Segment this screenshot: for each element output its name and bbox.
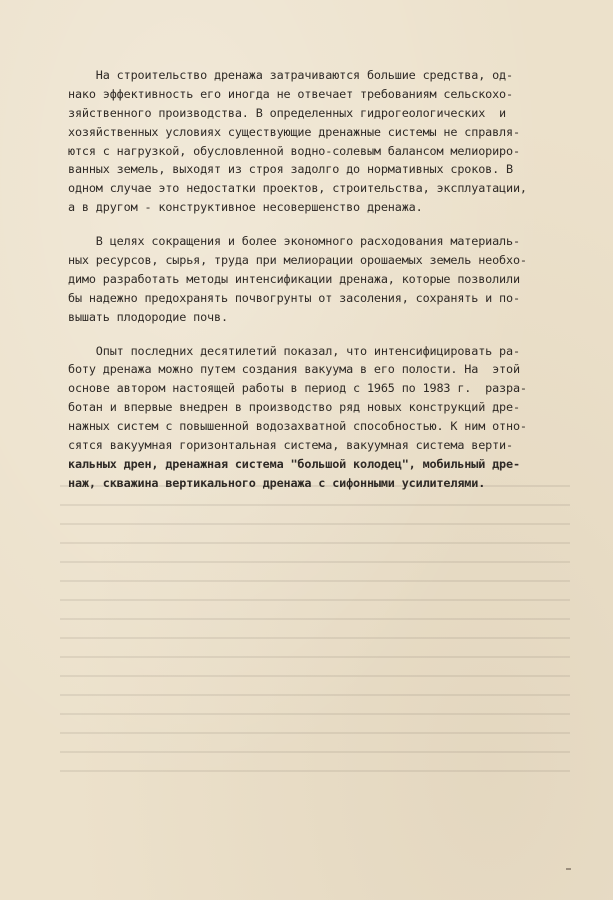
text-line: ных ресурсов, сырья, труда при мелиорации орошаемых земель необхо-	[68, 253, 527, 268]
paragraph-1	[68, 66, 576, 217]
text-line: ванных земель, выходят из строя задолго до нормативных сроков. В	[68, 162, 513, 177]
text-line: нако эффективность его иногда не отвечает требованиям сельскохо-	[68, 86, 513, 101]
text-line: зяйственного производства. В определенных гидрогеологических и	[68, 105, 506, 120]
text-line: а в другом - конструктивное несовершенство дренажа.	[68, 200, 423, 215]
paragraph-2	[68, 232, 576, 326]
text-line: наж, скважина вертикального дренажа с сифонными усилителями.	[68, 475, 486, 490]
paragraph-gap	[68, 327, 576, 342]
text-line: Опыт последних десятилетий показал, что интенсифицировать ра-	[68, 343, 520, 358]
text-line: ботан и впервые внедрен в производство ряд новых конструкций дре-	[68, 400, 520, 415]
text-line: сятся вакуумная горизонтальная система, вакуумная система верти-	[68, 438, 513, 453]
text-line: В целях сокращения и более экономного расходования материаль-	[68, 234, 520, 249]
text-line: хозяйственных условиях существующие дренажные системы не справля-	[68, 124, 520, 139]
show-through-text	[60, 485, 570, 785]
text-line: одном случае это недостатки проектов, строительства, эксплуатации,	[68, 181, 527, 196]
text-line: димо разработать методы интенсификации дренажа, которые позволили	[68, 271, 520, 286]
text-line: основе автором настоящей работы в период с 1965 по 1983 г. разра-	[68, 381, 527, 396]
text-line: бы надежно предохранять почвогрунты от засоления, сохранять и по-	[68, 290, 520, 305]
text-line: вышать плодородие почв.	[68, 309, 228, 324]
text-line: На строительство дренажа затрачиваются большие средства, од-	[68, 68, 513, 82]
paragraph-3	[68, 342, 576, 493]
text-line: нажных систем с повышенной водозахватной способностью. К ним отно-	[68, 419, 527, 434]
text-line: ются с нагрузкой, обусловленной водно-солевым балансом мелиориро-	[68, 143, 520, 158]
paragraph-gap	[68, 217, 576, 232]
text-line: кальных дрен, дренажная система "большой колодец", мобильный дре-	[68, 456, 520, 471]
text-line: боту дренажа можно путем создания вакуума в его полости. На этой	[68, 362, 520, 377]
corner-mark	[566, 868, 571, 870]
document-body	[68, 66, 576, 493]
